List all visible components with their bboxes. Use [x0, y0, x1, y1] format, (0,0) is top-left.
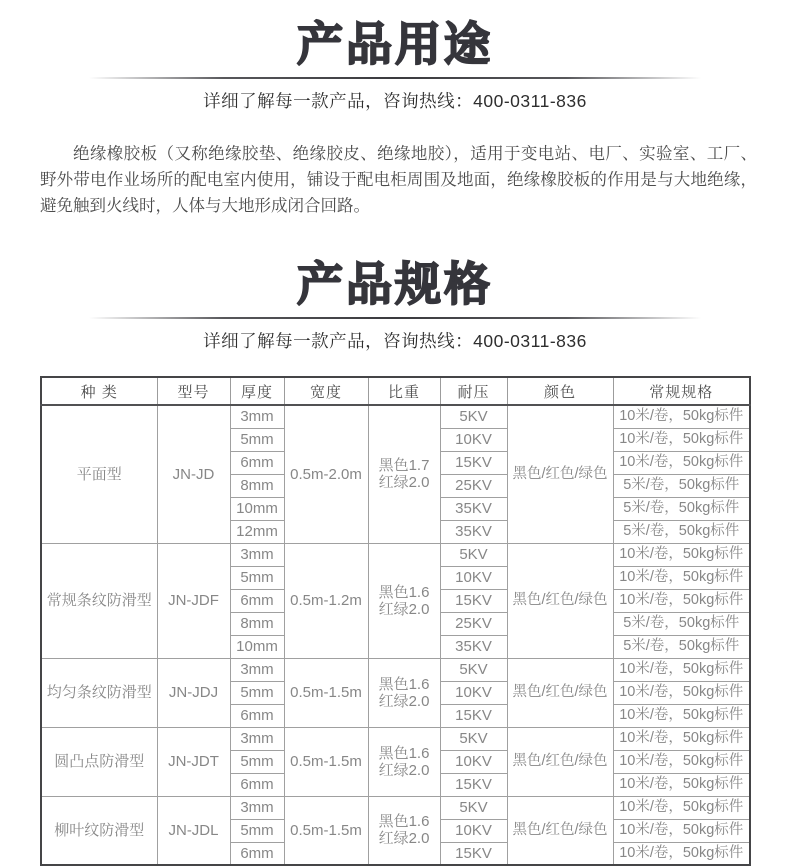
width-cell: 0.5m-1.5m	[284, 658, 368, 727]
type-cell: 平面型	[41, 405, 157, 543]
spec-cell: 10米/卷，50kg标件	[613, 405, 750, 428]
voltage-cell: 10KV	[440, 428, 507, 451]
spec-cell: 10米/卷，50kg标件	[613, 773, 750, 796]
thickness-cell: 5mm	[230, 750, 284, 773]
thickness-cell: 5mm	[230, 681, 284, 704]
column-header: 种 类	[41, 377, 157, 405]
color-cell: 黑色/红色/绿色	[507, 543, 613, 658]
voltage-cell: 10KV	[440, 819, 507, 842]
model-cell: JN-JDF	[157, 543, 230, 658]
column-header: 比重	[368, 377, 440, 405]
thickness-cell: 12mm	[230, 520, 284, 543]
column-header: 厚度	[230, 377, 284, 405]
type-cell: 圆凸点防滑型	[41, 727, 157, 796]
spec-cell: 10米/卷，50kg标件	[613, 842, 750, 865]
thickness-cell: 3mm	[230, 796, 284, 819]
model-cell: JN-JDJ	[157, 658, 230, 727]
usage-paragraph: 绝缘橡胶板（又称绝缘胶垫、绝缘胶皮、绝缘地胶），适用于变电站、电厂、实验室、工厂、野外带电作业场所的配电室内使用，铺设于配电柜周围及地面，绝缘橡胶板的作用是与大地绝缘，避免触到火线时，人体与大地形成闭合回路。	[40, 145, 757, 215]
spec-cell: 5米/卷，50kg标件	[613, 497, 750, 520]
thickness-cell: 6mm	[230, 451, 284, 474]
width-cell: 0.5m-2.0m	[284, 405, 368, 543]
voltage-cell: 5KV	[440, 543, 507, 566]
spec-cell: 10米/卷，50kg标件	[613, 566, 750, 589]
width-cell: 0.5m-1.2m	[284, 543, 368, 658]
thickness-cell: 8mm	[230, 474, 284, 497]
column-header: 宽度	[284, 377, 368, 405]
gravity-cell: 黑色1.7 红绿2.0	[368, 405, 440, 543]
voltage-cell: 25KV	[440, 612, 507, 635]
width-cell: 0.5m-1.5m	[284, 796, 368, 865]
type-cell: 柳叶纹防滑型	[41, 796, 157, 865]
section-usage	[0, 18, 790, 219]
thickness-cell: 6mm	[230, 589, 284, 612]
specs-hotline: 详细了解每一款产品，咨询热线：400-0311-836	[203, 331, 587, 351]
gravity-cell: 黑色1.6 红绿2.0	[368, 727, 440, 796]
model-cell: JN-JDL	[157, 796, 230, 865]
table-header-row	[41, 377, 750, 405]
table-row	[41, 796, 750, 819]
title-divider-2	[89, 317, 701, 319]
spec-cell: 10米/卷，50kg标件	[613, 750, 750, 773]
spec-cell: 10米/卷，50kg标件	[613, 658, 750, 681]
spec-cell: 10米/卷，50kg标件	[613, 589, 750, 612]
table-row	[41, 658, 750, 681]
thickness-cell: 5mm	[230, 819, 284, 842]
thickness-cell: 5mm	[230, 428, 284, 451]
voltage-cell: 25KV	[440, 474, 507, 497]
width-cell: 0.5m-1.5m	[284, 727, 368, 796]
voltage-cell: 15KV	[440, 704, 507, 727]
column-header: 常规规格	[613, 377, 750, 405]
column-header: 耐压	[440, 377, 507, 405]
thickness-cell: 3mm	[230, 727, 284, 750]
section-specs	[0, 258, 790, 866]
voltage-cell: 15KV	[440, 451, 507, 474]
voltage-cell: 35KV	[440, 635, 507, 658]
spec-cell: 5米/卷，50kg标件	[613, 474, 750, 497]
table-row	[41, 727, 750, 750]
thickness-cell: 5mm	[230, 566, 284, 589]
spec-cell: 10米/卷，50kg标件	[613, 819, 750, 842]
spec-cell: 5米/卷，50kg标件	[613, 612, 750, 635]
spec-cell: 5米/卷，50kg标件	[613, 635, 750, 658]
thickness-cell: 3mm	[230, 405, 284, 428]
spec-cell: 5米/卷，50kg标件	[613, 520, 750, 543]
type-cell: 均匀条纹防滑型	[41, 658, 157, 727]
voltage-cell: 15KV	[440, 773, 507, 796]
voltage-cell: 5KV	[440, 796, 507, 819]
voltage-cell: 10KV	[440, 566, 507, 589]
model-cell: JN-JDT	[157, 727, 230, 796]
usage-hotline: 详细了解每一款产品，咨询热线：400-0311-836	[203, 91, 587, 111]
column-header: 型号	[157, 377, 230, 405]
thickness-cell: 3mm	[230, 658, 284, 681]
color-cell: 黑色/红色/绿色	[507, 727, 613, 796]
table-row	[41, 405, 750, 428]
table-row	[41, 543, 750, 566]
thickness-cell: 10mm	[230, 635, 284, 658]
spec-cell: 10米/卷，50kg标件	[613, 727, 750, 750]
thickness-cell: 3mm	[230, 543, 284, 566]
spec-cell: 10米/卷，50kg标件	[613, 451, 750, 474]
voltage-cell: 10KV	[440, 750, 507, 773]
title-divider	[89, 77, 701, 79]
gravity-cell: 黑色1.6 红绿2.0	[368, 543, 440, 658]
voltage-cell: 5KV	[440, 727, 507, 750]
gravity-cell: 黑色1.6 红绿2.0	[368, 796, 440, 865]
gravity-cell: 黑色1.6 红绿2.0	[368, 658, 440, 727]
voltage-cell: 15KV	[440, 842, 507, 865]
voltage-cell: 35KV	[440, 520, 507, 543]
thickness-cell: 10mm	[230, 497, 284, 520]
usage-title: 产品用途	[297, 18, 493, 70]
spec-cell: 10米/卷，50kg标件	[613, 428, 750, 451]
thickness-cell: 8mm	[230, 612, 284, 635]
voltage-cell: 10KV	[440, 681, 507, 704]
model-cell: JN-JD	[157, 405, 230, 543]
voltage-cell: 35KV	[440, 497, 507, 520]
voltage-cell: 5KV	[440, 658, 507, 681]
voltage-cell: 15KV	[440, 589, 507, 612]
spec-cell: 10米/卷，50kg标件	[613, 704, 750, 727]
specs-title: 产品规格	[297, 258, 493, 310]
type-cell: 常规条纹防滑型	[41, 543, 157, 658]
spec-cell: 10米/卷，50kg标件	[613, 681, 750, 704]
color-cell: 黑色/红色/绿色	[507, 796, 613, 865]
spec-cell: 10米/卷，50kg标件	[613, 543, 750, 566]
thickness-cell: 6mm	[230, 704, 284, 727]
column-header: 颜色	[507, 377, 613, 405]
spec-cell: 10米/卷，50kg标件	[613, 796, 750, 819]
thickness-cell: 6mm	[230, 842, 284, 865]
color-cell: 黑色/红色/绿色	[507, 405, 613, 543]
spec-table	[40, 376, 751, 866]
voltage-cell: 5KV	[440, 405, 507, 428]
color-cell: 黑色/红色/绿色	[507, 658, 613, 727]
thickness-cell: 6mm	[230, 773, 284, 796]
